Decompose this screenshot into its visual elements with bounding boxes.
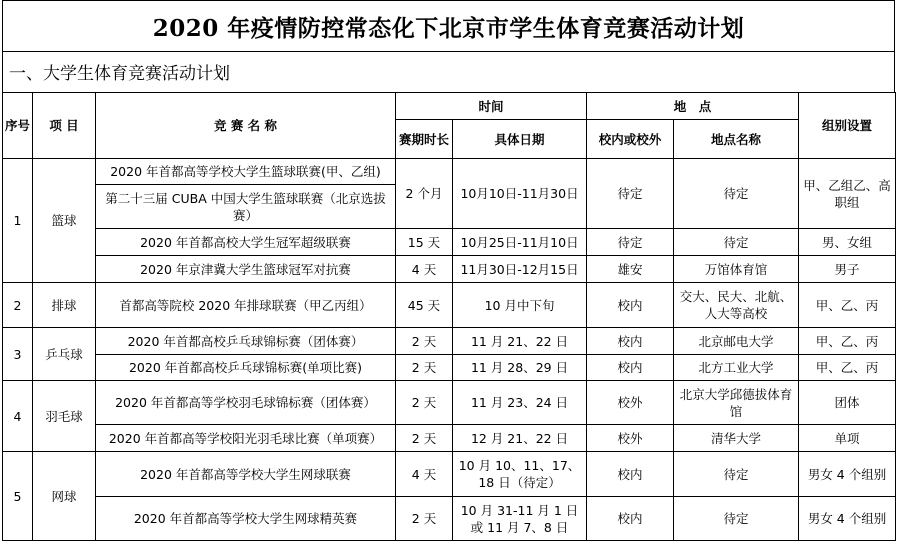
name-cell: 2020 年首都高等学校大学生网球精英赛	[96, 497, 396, 541]
inout-cell: 校内	[587, 328, 674, 355]
inout-cell: 待定	[587, 159, 674, 229]
inout-cell: 校内	[587, 497, 674, 541]
duration-cell: 2 个月	[396, 159, 453, 229]
project-cell: 羽毛球	[33, 381, 96, 452]
header-group: 组别设置	[799, 93, 896, 159]
header-inout: 校内或校外	[587, 120, 674, 159]
project-cell: 乒乓球	[33, 328, 96, 381]
group-cell: 甲、乙、丙	[799, 283, 896, 328]
seq-cell: 5	[3, 452, 33, 541]
header-name: 竞 赛 名 称	[96, 93, 396, 159]
inout-cell: 校内	[587, 283, 674, 328]
place-cell: 清华大学	[674, 425, 799, 452]
name-cell: 2020 年首都高等学校阳光羽毛球比赛（单项赛）	[96, 425, 396, 452]
date-cell: 10 月 10、11、17、18 日（待定）	[453, 452, 587, 497]
date-cell: 12 月 21、22 日	[453, 425, 587, 452]
name-cell: 2020 年首都高校乒乓球锦标赛(单项比赛)	[96, 355, 396, 381]
header-location: 地 点	[587, 93, 799, 120]
duration-cell: 2 天	[396, 328, 453, 355]
group-cell: 团体	[799, 381, 896, 425]
name-cell: 2020 年京津冀大学生篮球冠军对抗赛	[96, 256, 396, 283]
name-cell: 2020 年首都高等学校大学生篮球联赛(甲、乙组)	[96, 159, 396, 185]
date-cell: 11 月 23、24 日	[453, 381, 587, 425]
date-cell: 11月30日-12月15日	[453, 256, 587, 283]
place-cell: 待定	[674, 497, 799, 541]
group-cell: 男女 4 个组别	[799, 497, 896, 541]
date-cell: 10月10日-11月30日	[453, 159, 587, 229]
name-cell: 首都高等院校 2020 年排球联赛（甲乙丙组）	[96, 283, 396, 328]
name-cell: 2020 年首都高校大学生冠军超级联赛	[96, 229, 396, 256]
seq-cell: 2	[3, 283, 33, 328]
inout-cell: 雄安	[587, 256, 674, 283]
header-project: 项 目	[33, 93, 96, 159]
seq-cell: 3	[3, 328, 33, 381]
duration-cell: 4 天	[396, 452, 453, 497]
inout-cell: 校内	[587, 452, 674, 497]
competition-table	[2, 92, 896, 541]
seq-cell: 1	[3, 159, 33, 283]
group-cell: 男、女组	[799, 229, 896, 256]
duration-cell: 15 天	[396, 229, 453, 256]
place-cell: 待定	[674, 229, 799, 256]
date-cell: 11 月 21、22 日	[453, 328, 587, 355]
header-seq: 序号	[3, 93, 33, 159]
group-cell: 男子	[799, 256, 896, 283]
place-cell: 北京邮电大学	[674, 328, 799, 355]
group-cell: 甲、乙、丙	[799, 328, 896, 355]
place-cell: 交大、民大、北航、人大等高校	[674, 283, 799, 328]
project-cell: 网球	[33, 452, 96, 541]
date-cell: 10 月 31-11 月 1 日或 11 月 7、8 日	[453, 497, 587, 541]
header-place: 地点名称	[674, 120, 799, 159]
group-cell: 男女 4 个组别	[799, 452, 896, 497]
place-cell: 万馆体育馆	[674, 256, 799, 283]
project-cell: 篮球	[33, 159, 96, 283]
place-cell: 北方工业大学	[674, 355, 799, 381]
group-cell: 甲、乙、丙	[799, 355, 896, 381]
place-cell: 待定	[674, 452, 799, 497]
inout-cell: 校外	[587, 381, 674, 425]
place-cell: 待定	[674, 159, 799, 229]
project-cell: 排球	[33, 283, 96, 328]
name-cell: 2020 年首都高等学校大学生网球联赛	[96, 452, 396, 497]
name-cell: 2020 年首都高校乒乓球锦标赛（团体赛）	[96, 328, 396, 355]
name-cell: 第二十三届 CUBA 中国大学生篮球联赛（北京选拔赛）	[96, 185, 396, 229]
group-cell: 单项	[799, 425, 896, 452]
header-date: 具体日期	[453, 120, 587, 159]
inout-cell: 待定	[587, 229, 674, 256]
inout-cell: 校外	[587, 425, 674, 452]
header-duration: 赛期时长	[396, 120, 453, 159]
duration-cell: 2 天	[396, 425, 453, 452]
section-heading: 一、大学生体育竞赛活动计划	[2, 51, 895, 93]
date-cell: 11 月 28、29 日	[453, 355, 587, 381]
place-cell: 北京大学邱德拔体育馆	[674, 381, 799, 425]
date-cell: 10月25日-11月10日	[453, 229, 587, 256]
duration-cell: 4 天	[396, 256, 453, 283]
seq-cell: 4	[3, 381, 33, 452]
duration-cell: 2 天	[396, 497, 453, 541]
date-cell: 10 月中下旬	[453, 283, 587, 328]
duration-cell: 45 天	[396, 283, 453, 328]
duration-cell: 2 天	[396, 381, 453, 425]
header-time: 时间	[396, 93, 587, 120]
inout-cell: 校内	[587, 355, 674, 381]
name-cell: 2020 年首都高等学校羽毛球锦标赛（团体赛）	[96, 381, 396, 425]
duration-cell: 2 天	[396, 355, 453, 381]
group-cell: 甲、乙组乙、高职组	[799, 159, 896, 229]
document-title: 2020 年疫情防控常态化下北京市学生体育竞赛活动计划	[2, 0, 895, 52]
